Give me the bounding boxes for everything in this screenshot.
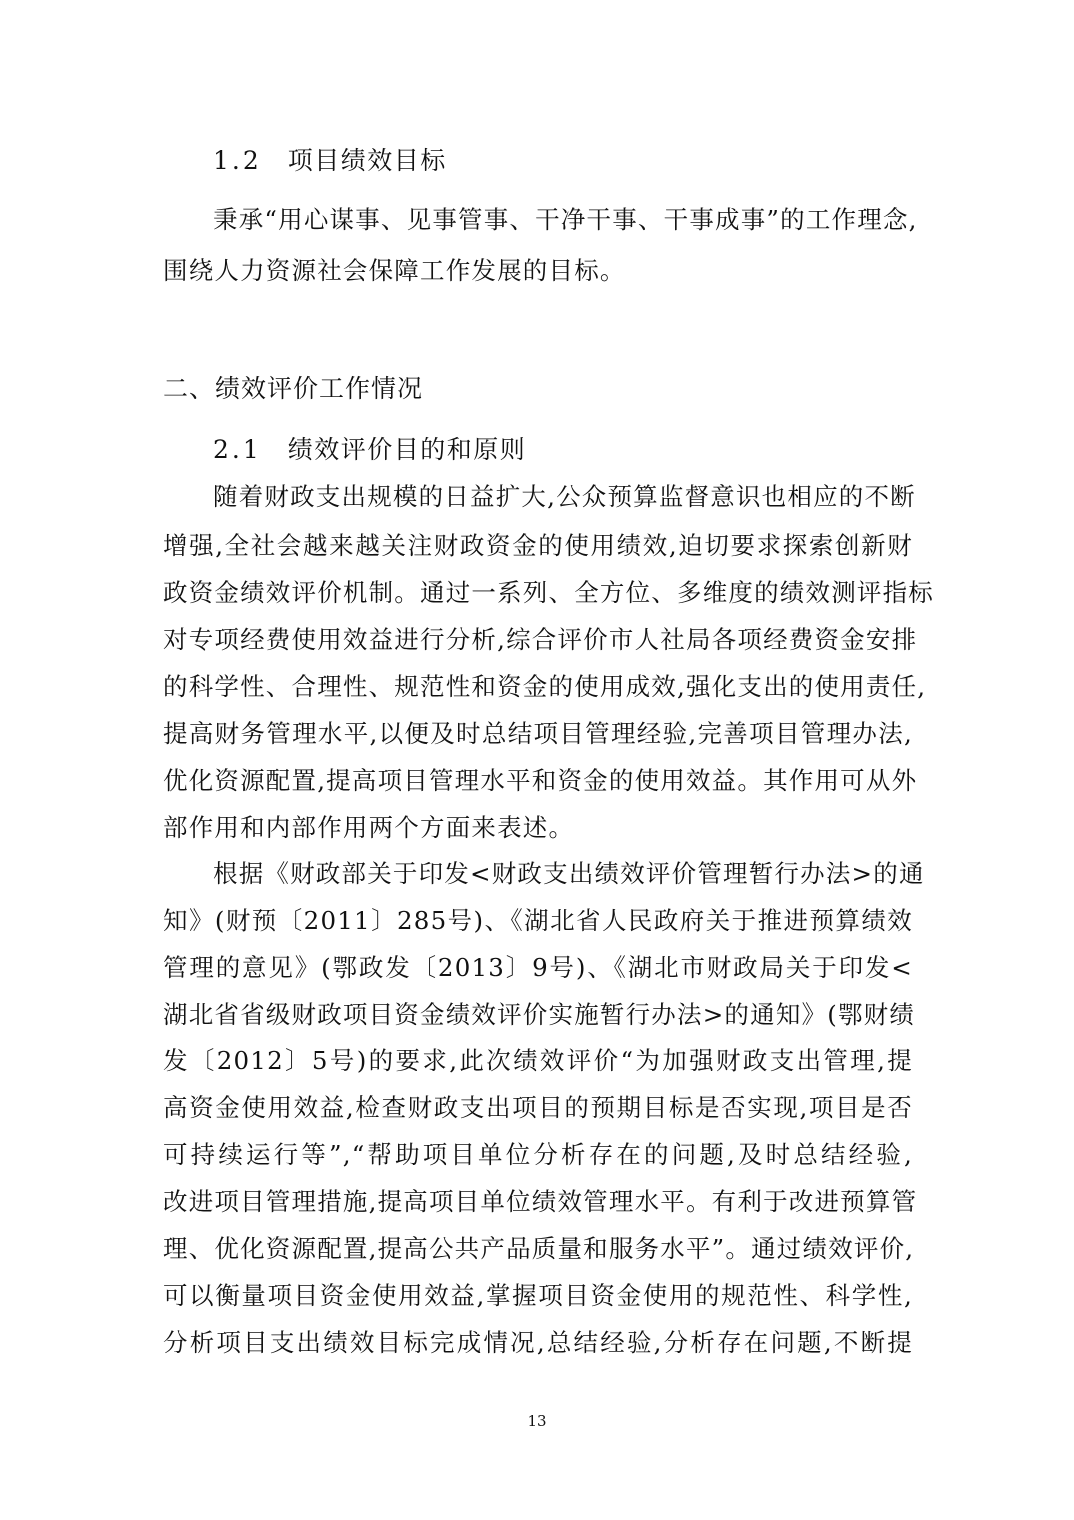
- paragraph-line: 对专项经费使用效益进行分析,综合评价市人社局各项经费资金安排: [163, 625, 918, 654]
- paragraph-line: 优化资源配置,提高项目管理水平和资金的使用效益。其作用可从外: [163, 766, 918, 795]
- section-title: 项目绩效目标: [287, 146, 447, 175]
- paragraph-line: 提高财务管理水平,以便及时总结项目管理经验,完善项目管理办法,: [163, 719, 913, 748]
- section-number: 1.2: [213, 146, 262, 175]
- paragraph-line: 管理的意见》(鄂政发〔2013〕9号)、《湖北市财政局关于印发<: [163, 953, 913, 982]
- paragraph-line: 知》(财预〔2011〕285号)、《湖北省人民政府关于推进预算绩效: [163, 906, 913, 935]
- paragraph-line: 增强,全社会越来越关注财政资金的使用绩效,迫切要求探索创新财: [163, 531, 913, 560]
- paragraph-line: 可持续运行等”,“帮助项目单位分析存在的问题,及时总结经验,: [163, 1140, 913, 1169]
- paragraph-line: 部作用和内部作用两个方面来表述。: [163, 813, 575, 842]
- paragraph-line: 的科学性、合理性、规范性和资金的使用成效,强化支出的使用责任,: [163, 672, 927, 701]
- paragraph-line: 随着财政支出规模的日益扩大,公众预算监督意识也相应的不断: [213, 482, 916, 511]
- paragraph-line: 根据《财政部关于印发<财政支出绩效评价管理暂行办法>的通: [213, 859, 925, 888]
- section-number: 2.1: [213, 435, 262, 464]
- paragraph-line: 围绕人力资源社会保障工作发展的目标。: [163, 256, 626, 285]
- section-heading-2-1: [213, 434, 526, 466]
- paragraph-line: 秉承“用心谋事、见事管事、干净干事、干事成事”的工作理念,: [213, 205, 918, 234]
- paragraph-line: 政资金绩效评价机制。通过一系列、全方位、多维度的绩效测评指标: [163, 578, 934, 607]
- paragraph-line: 发〔2012〕5号)的要求,此次绩效评价“为加强财政支出管理,提: [163, 1046, 913, 1075]
- paragraph-line: 高资金使用效益,检查财政支出项目的预期目标是否实现,项目是否: [163, 1093, 913, 1122]
- page-number: 13: [527, 1412, 547, 1430]
- paragraph-line: 可以衡量项目资金使用效益,掌握项目资金使用的规范性、科学性,: [163, 1281, 913, 1310]
- section-heading-1-2: [213, 145, 447, 177]
- paragraph-line: 理、优化资源配置,提高公共产品质量和服务水平”。通过绩效评价,: [163, 1234, 915, 1263]
- paragraph-line: 改进项目管理措施,提高项目单位绩效管理水平。有利于改进预算管: [163, 1187, 918, 1216]
- chapter-heading: 二、绩效评价工作情况: [163, 374, 424, 403]
- paragraph-line: 分析项目支出绩效目标完成情况,总结经验,分析存在问题,不断提: [163, 1328, 913, 1357]
- section-title: 绩效评价目的和原则: [287, 435, 527, 464]
- paragraph-line: 湖北省省级财政项目资金绩效评价实施暂行办法>的通知》(鄂财绩: [163, 1000, 916, 1029]
